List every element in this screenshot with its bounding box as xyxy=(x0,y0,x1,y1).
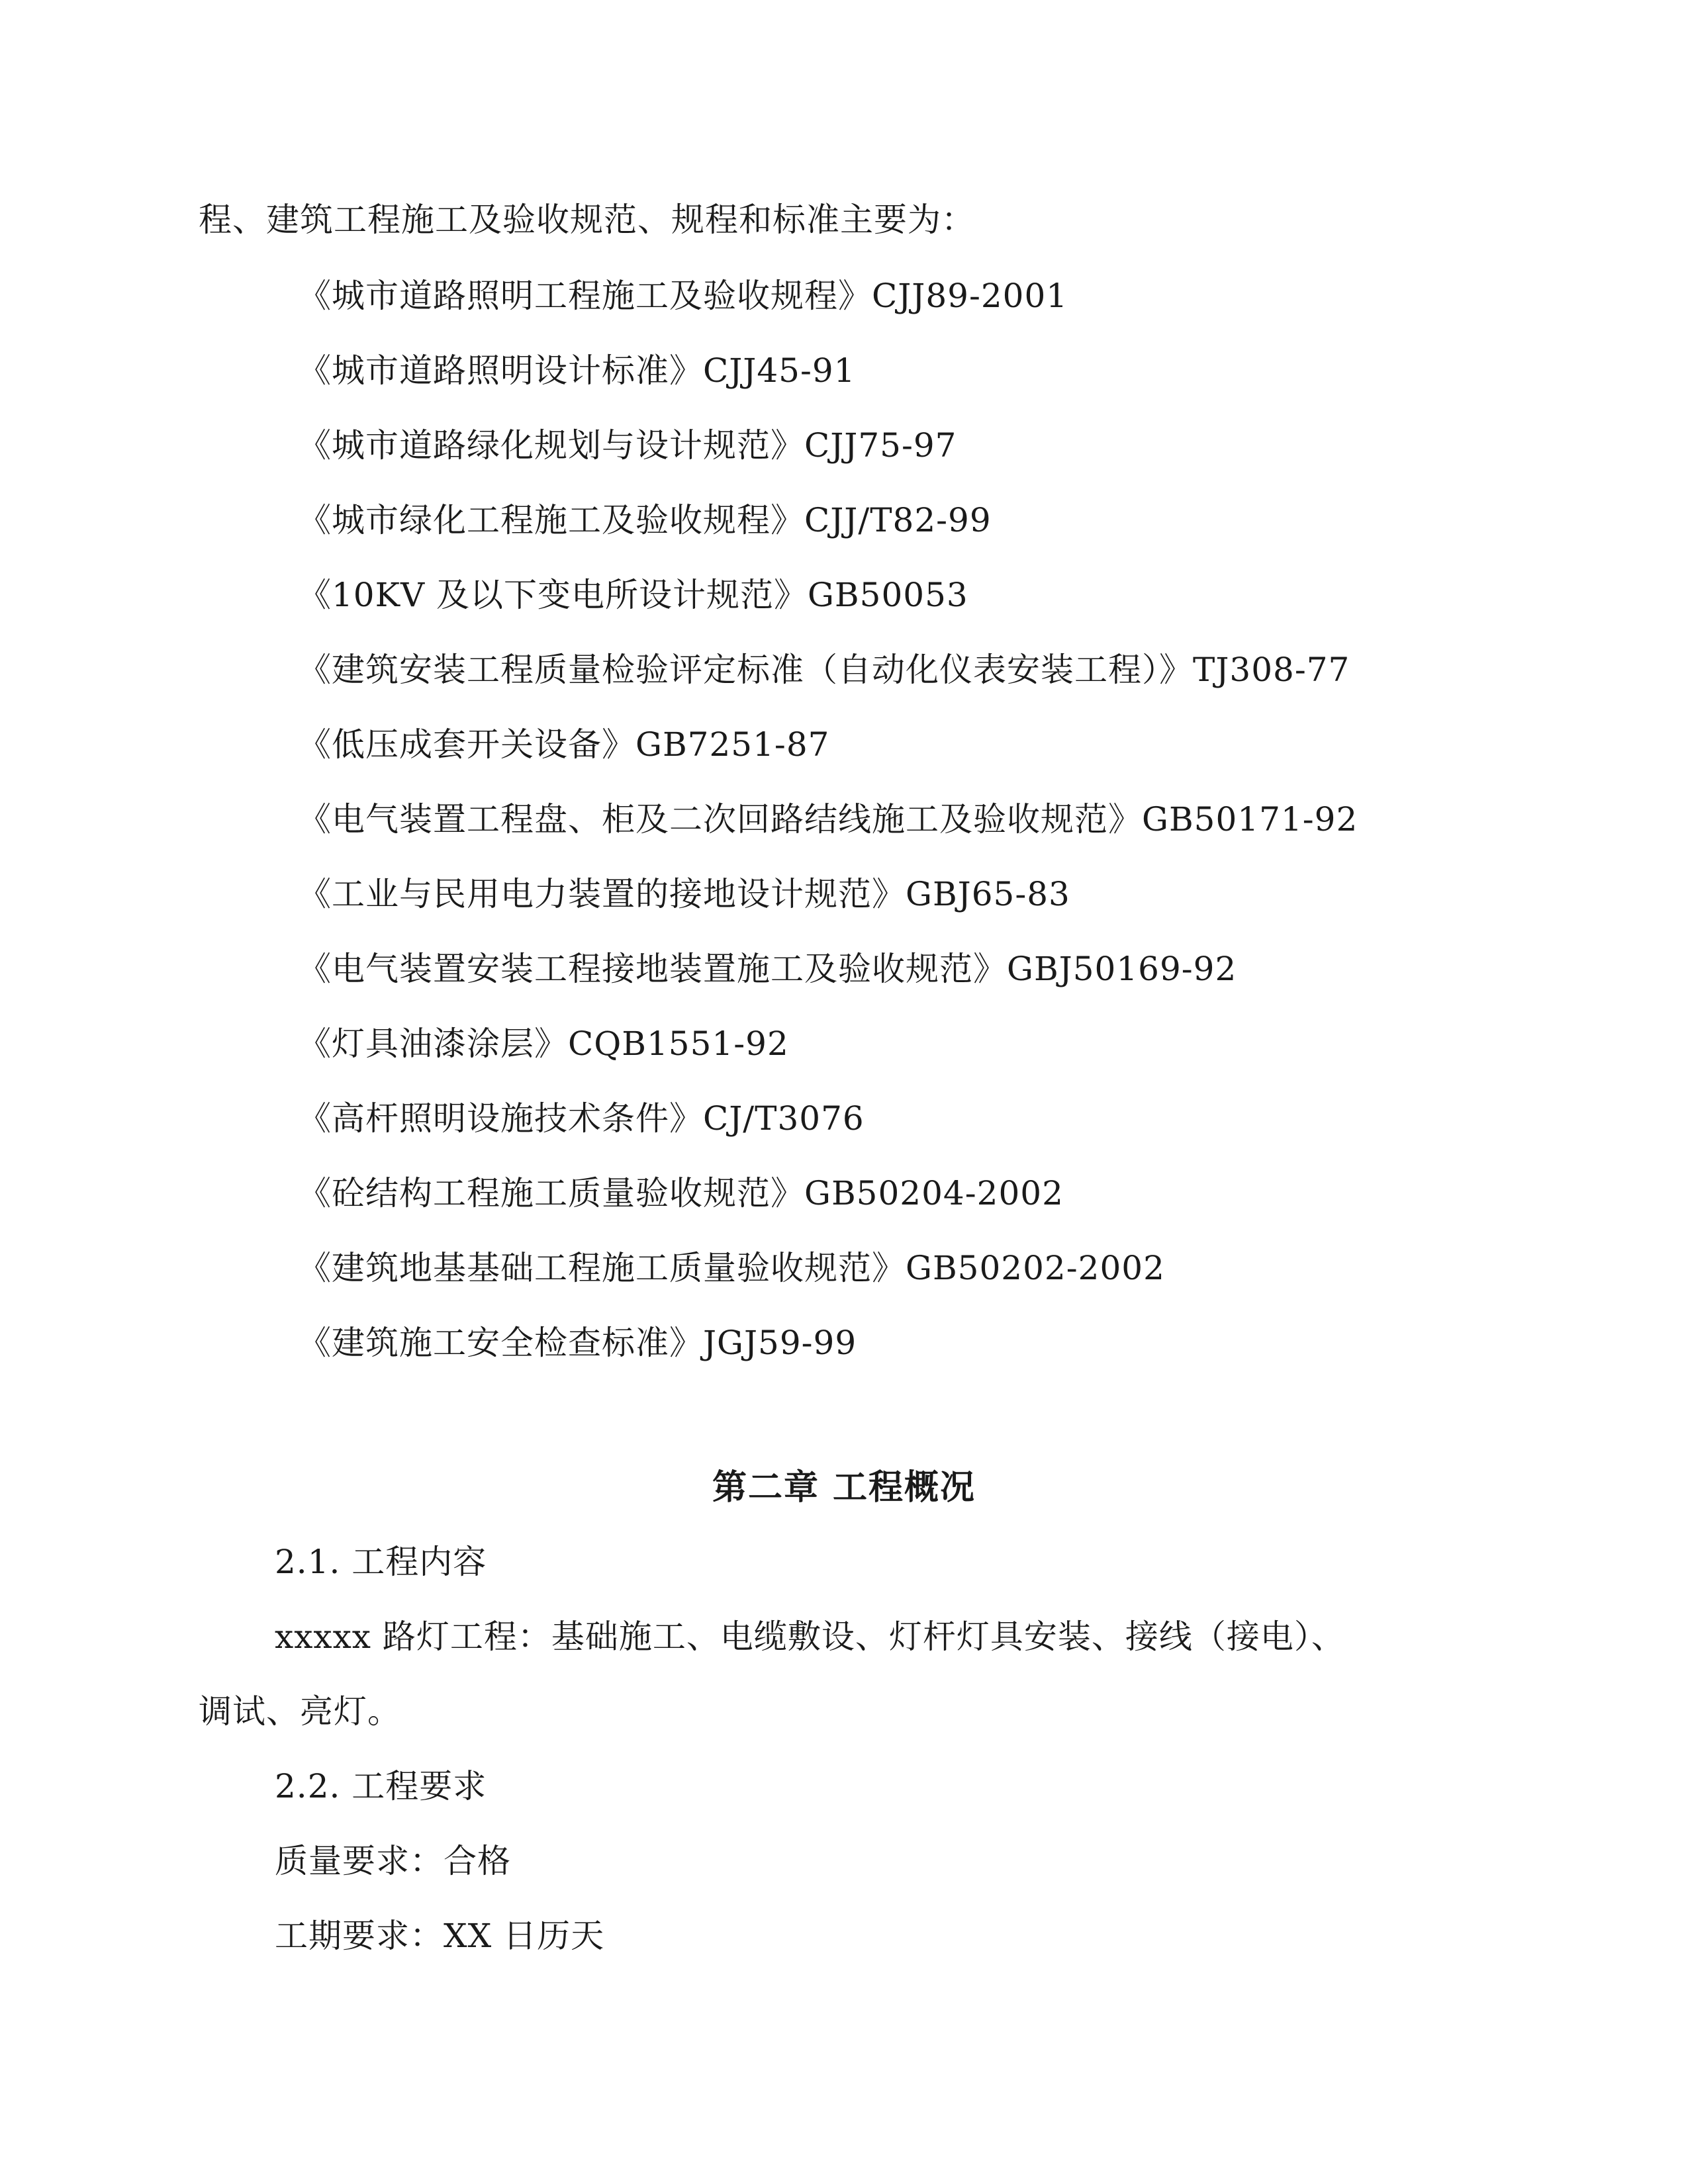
standard-item: 《10KV 及以下变电所设计规范》GB50053 xyxy=(298,576,968,614)
standard-item: 《电气装置工程盘、柜及二次回路结线施工及验收规范》GB50171-92 xyxy=(298,800,1358,839)
standard-item: 《低压成套开关设备》GB7251-87 xyxy=(298,725,830,764)
standard-item: 《城市道路绿化规划与设计规范》CJJ75-97 xyxy=(298,426,957,465)
standard-item: 《工业与民用电力装置的接地设计规范》GBJ65-83 xyxy=(298,875,1070,913)
standard-item: 《建筑施工安全检查标准》JGJ59-99 xyxy=(298,1324,857,1362)
section-2-2-heading: 2.2. 工程要求 xyxy=(275,1767,487,1805)
standard-item: 《建筑地基基础工程施工质量验收规范》GB50202-2002 xyxy=(298,1249,1165,1287)
standard-item: 《建筑安装工程质量检验评定标准（自动化仪表安装工程）》TJ308-77 xyxy=(298,651,1350,689)
section-2-1-body-line1: xxxxx 路灯工程：基础施工、电缆敷设、灯杆灯具安装、接线（接电）、 xyxy=(275,1617,1345,1656)
standard-item: 《电气装置安装工程接地装置施工及验收规范》GBJ50169-92 xyxy=(298,950,1237,988)
section-2-1-heading: 2.1. 工程内容 xyxy=(275,1543,487,1581)
standard-item: 《城市绿化工程施工及验收规程》CJJ/T82-99 xyxy=(298,501,992,539)
schedule-requirement: 工期要求：XX 日历天 xyxy=(275,1917,605,1955)
standard-item: 《灯具油漆涂层》CQB1551-92 xyxy=(298,1024,789,1063)
intro-line: 程、建筑工程施工及验收规范、规程和标准主要为： xyxy=(199,201,975,239)
quality-requirement: 质量要求：合格 xyxy=(275,1842,511,1880)
standard-item: 《高杆照明设施技术条件》CJ/T3076 xyxy=(298,1099,865,1138)
standard-item: 《城市道路照明工程施工及验收规程》CJJ89-2001 xyxy=(298,277,1068,315)
chapter-title: 第二章 工程概况 xyxy=(712,1468,976,1508)
standard-item: 《砼结构工程施工质量验收规范》GB50204-2002 xyxy=(298,1174,1064,1212)
section-2-1-body-line2: 调试、亮灯。 xyxy=(199,1692,401,1731)
standard-item: 《城市道路照明设计标准》CJJ45-91 xyxy=(298,351,856,390)
